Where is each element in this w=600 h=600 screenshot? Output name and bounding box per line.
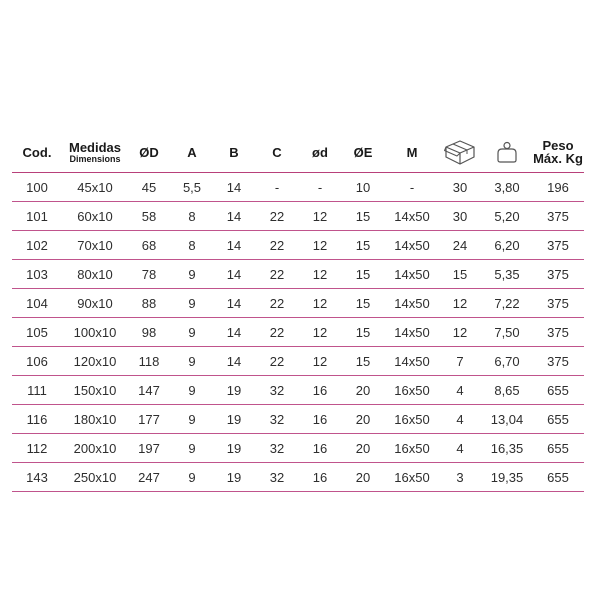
cell-a: 8 [170, 202, 214, 231]
cell-oe: 15 [340, 289, 386, 318]
cell-weight: 5,35 [482, 260, 532, 289]
cell-od: 45 [128, 173, 170, 202]
cell-small-d: 16 [300, 405, 340, 434]
cell-oe: 15 [340, 202, 386, 231]
cell-small-d: 12 [300, 289, 340, 318]
header-peso [532, 132, 584, 173]
cell-weight: 6,20 [482, 231, 532, 260]
cell-cod: 116 [12, 405, 62, 434]
header-b: B [214, 132, 254, 173]
cell-cod: 101 [12, 202, 62, 231]
cell-peso-max: 375 [532, 289, 584, 318]
table-row [12, 376, 584, 405]
cell-a: 5,5 [170, 173, 214, 202]
cell-oe: 20 [340, 405, 386, 434]
cell-medidas: 90x10 [62, 289, 128, 318]
cell-m: 14x50 [386, 318, 438, 347]
table-row [12, 463, 584, 492]
cell-small-d: 12 [300, 347, 340, 376]
cell-oe: 10 [340, 173, 386, 202]
cell-weight: 7,22 [482, 289, 532, 318]
cell-m: 14x50 [386, 347, 438, 376]
cell-b: 19 [214, 434, 254, 463]
cell-peso-max: 655 [532, 376, 584, 405]
cell-small-d: 16 [300, 376, 340, 405]
box-icon [444, 138, 476, 166]
header-dimensions-label: Dimensions [69, 153, 121, 164]
cell-medidas: 200x10 [62, 434, 128, 463]
table-row [12, 231, 584, 260]
cell-od: 177 [128, 405, 170, 434]
cell-a: 9 [170, 318, 214, 347]
cell-c: 22 [254, 260, 300, 289]
cell-cod: 105 [12, 318, 62, 347]
cell-medidas: 100x10 [62, 318, 128, 347]
cell-a: 9 [170, 289, 214, 318]
cell-weight: 6,70 [482, 347, 532, 376]
cell-medidas: 180x10 [62, 405, 128, 434]
table-row [12, 318, 584, 347]
cell-m: - [386, 173, 438, 202]
header-weight [482, 132, 532, 173]
cell-b: 14 [214, 260, 254, 289]
cell-b: 19 [214, 405, 254, 434]
cell-small-d: 16 [300, 463, 340, 492]
cell-small-d: 12 [300, 318, 340, 347]
cell-box-qty: 7 [438, 347, 482, 376]
cell-oe: 20 [340, 434, 386, 463]
cell-small-d: 12 [300, 260, 340, 289]
cell-c: 32 [254, 434, 300, 463]
header-box [438, 132, 482, 173]
header-medidas-label: Medidas [68, 139, 121, 155]
cell-m: 14x50 [386, 289, 438, 318]
cell-b: 19 [214, 463, 254, 492]
cell-medidas: 250x10 [62, 463, 128, 492]
cell-b: 14 [214, 231, 254, 260]
cell-oe: 15 [340, 347, 386, 376]
table-row [12, 405, 584, 434]
cell-box-qty: 3 [438, 463, 482, 492]
header-a: A [170, 132, 214, 173]
cell-c: - [254, 173, 300, 202]
header-c: C [254, 132, 300, 173]
cell-c: 22 [254, 347, 300, 376]
cell-a: 9 [170, 347, 214, 376]
cell-peso-max: 375 [532, 260, 584, 289]
header-m: M [386, 132, 438, 173]
table-row [12, 347, 584, 376]
cell-medidas: 60x10 [62, 202, 128, 231]
table-row [12, 260, 584, 289]
cell-medidas: 120x10 [62, 347, 128, 376]
cell-od: 58 [128, 202, 170, 231]
cell-cod: 102 [12, 231, 62, 260]
cell-oe: 15 [340, 231, 386, 260]
cell-cod: 143 [12, 463, 62, 492]
weight-icon [495, 140, 519, 164]
header-peso-label: Peso [542, 138, 574, 153]
header-max-kg-label: Máx. Kg [533, 151, 583, 166]
cell-m: 16x50 [386, 434, 438, 463]
cell-oe: 20 [340, 463, 386, 492]
cell-a: 8 [170, 231, 214, 260]
cell-od: 78 [128, 260, 170, 289]
cell-cod: 103 [12, 260, 62, 289]
cell-c: 32 [254, 463, 300, 492]
cell-box-qty: 12 [438, 318, 482, 347]
cell-b: 14 [214, 347, 254, 376]
cell-od: 147 [128, 376, 170, 405]
cell-od: 88 [128, 289, 170, 318]
cell-medidas: 45x10 [62, 173, 128, 202]
header-oe: ØE [340, 132, 386, 173]
cell-medidas: 80x10 [62, 260, 128, 289]
cell-peso-max: 655 [532, 405, 584, 434]
cell-c: 32 [254, 405, 300, 434]
spec-table-body [12, 173, 584, 492]
header-medidas [62, 132, 128, 173]
cell-weight: 8,65 [482, 376, 532, 405]
cell-peso-max: 375 [532, 231, 584, 260]
cell-medidas: 150x10 [62, 376, 128, 405]
cell-c: 22 [254, 231, 300, 260]
cell-od: 118 [128, 347, 170, 376]
cell-od: 68 [128, 231, 170, 260]
cell-m: 16x50 [386, 405, 438, 434]
cell-m: 16x50 [386, 463, 438, 492]
cell-cod: 104 [12, 289, 62, 318]
cell-weight: 16,35 [482, 434, 532, 463]
cell-b: 19 [214, 376, 254, 405]
cell-small-d: 12 [300, 202, 340, 231]
cell-cod: 100 [12, 173, 62, 202]
cell-m: 14x50 [386, 202, 438, 231]
table-row [12, 289, 584, 318]
header-row [12, 132, 584, 173]
cell-box-qty: 4 [438, 434, 482, 463]
cell-box-qty: 12 [438, 289, 482, 318]
cell-a: 9 [170, 434, 214, 463]
cell-box-qty: 4 [438, 376, 482, 405]
header-small-d: ød [300, 132, 340, 173]
cell-c: 22 [254, 289, 300, 318]
cell-oe: 20 [340, 376, 386, 405]
cell-box-qty: 30 [438, 202, 482, 231]
cell-small-d: - [300, 173, 340, 202]
cell-box-qty: 24 [438, 231, 482, 260]
cell-b: 14 [214, 202, 254, 231]
cell-peso-max: 375 [532, 347, 584, 376]
cell-cod: 106 [12, 347, 62, 376]
cell-box-qty: 15 [438, 260, 482, 289]
cell-weight: 19,35 [482, 463, 532, 492]
cell-a: 9 [170, 376, 214, 405]
table-row [12, 173, 584, 202]
cell-box-qty: 4 [438, 405, 482, 434]
cell-b: 14 [214, 173, 254, 202]
cell-oe: 15 [340, 260, 386, 289]
cell-b: 14 [214, 289, 254, 318]
table-row [12, 434, 584, 463]
table-row [12, 202, 584, 231]
cell-weight: 5,20 [482, 202, 532, 231]
cell-weight: 13,04 [482, 405, 532, 434]
cell-box-qty: 30 [438, 173, 482, 202]
cell-weight: 7,50 [482, 318, 532, 347]
cell-od: 197 [128, 434, 170, 463]
spec-table [12, 132, 584, 492]
cell-od: 247 [128, 463, 170, 492]
cell-a: 9 [170, 405, 214, 434]
cell-small-d: 12 [300, 231, 340, 260]
cell-small-d: 16 [300, 434, 340, 463]
header-cod: Cod. [12, 132, 62, 173]
cell-weight: 3,80 [482, 173, 532, 202]
cell-c: 22 [254, 318, 300, 347]
cell-a: 9 [170, 260, 214, 289]
cell-peso-max: 655 [532, 434, 584, 463]
cell-m: 14x50 [386, 231, 438, 260]
cell-medidas: 70x10 [62, 231, 128, 260]
cell-peso-max: 655 [532, 463, 584, 492]
cell-cod: 112 [12, 434, 62, 463]
cell-a: 9 [170, 463, 214, 492]
cell-peso-max: 196 [532, 173, 584, 202]
cell-c: 22 [254, 202, 300, 231]
cell-b: 14 [214, 318, 254, 347]
cell-peso-max: 375 [532, 318, 584, 347]
cell-c: 32 [254, 376, 300, 405]
cell-od: 98 [128, 318, 170, 347]
cell-peso-max: 375 [532, 202, 584, 231]
cell-oe: 15 [340, 318, 386, 347]
header-od: ØD [128, 132, 170, 173]
cell-m: 16x50 [386, 376, 438, 405]
cell-m: 14x50 [386, 260, 438, 289]
cell-cod: 111 [12, 376, 62, 405]
